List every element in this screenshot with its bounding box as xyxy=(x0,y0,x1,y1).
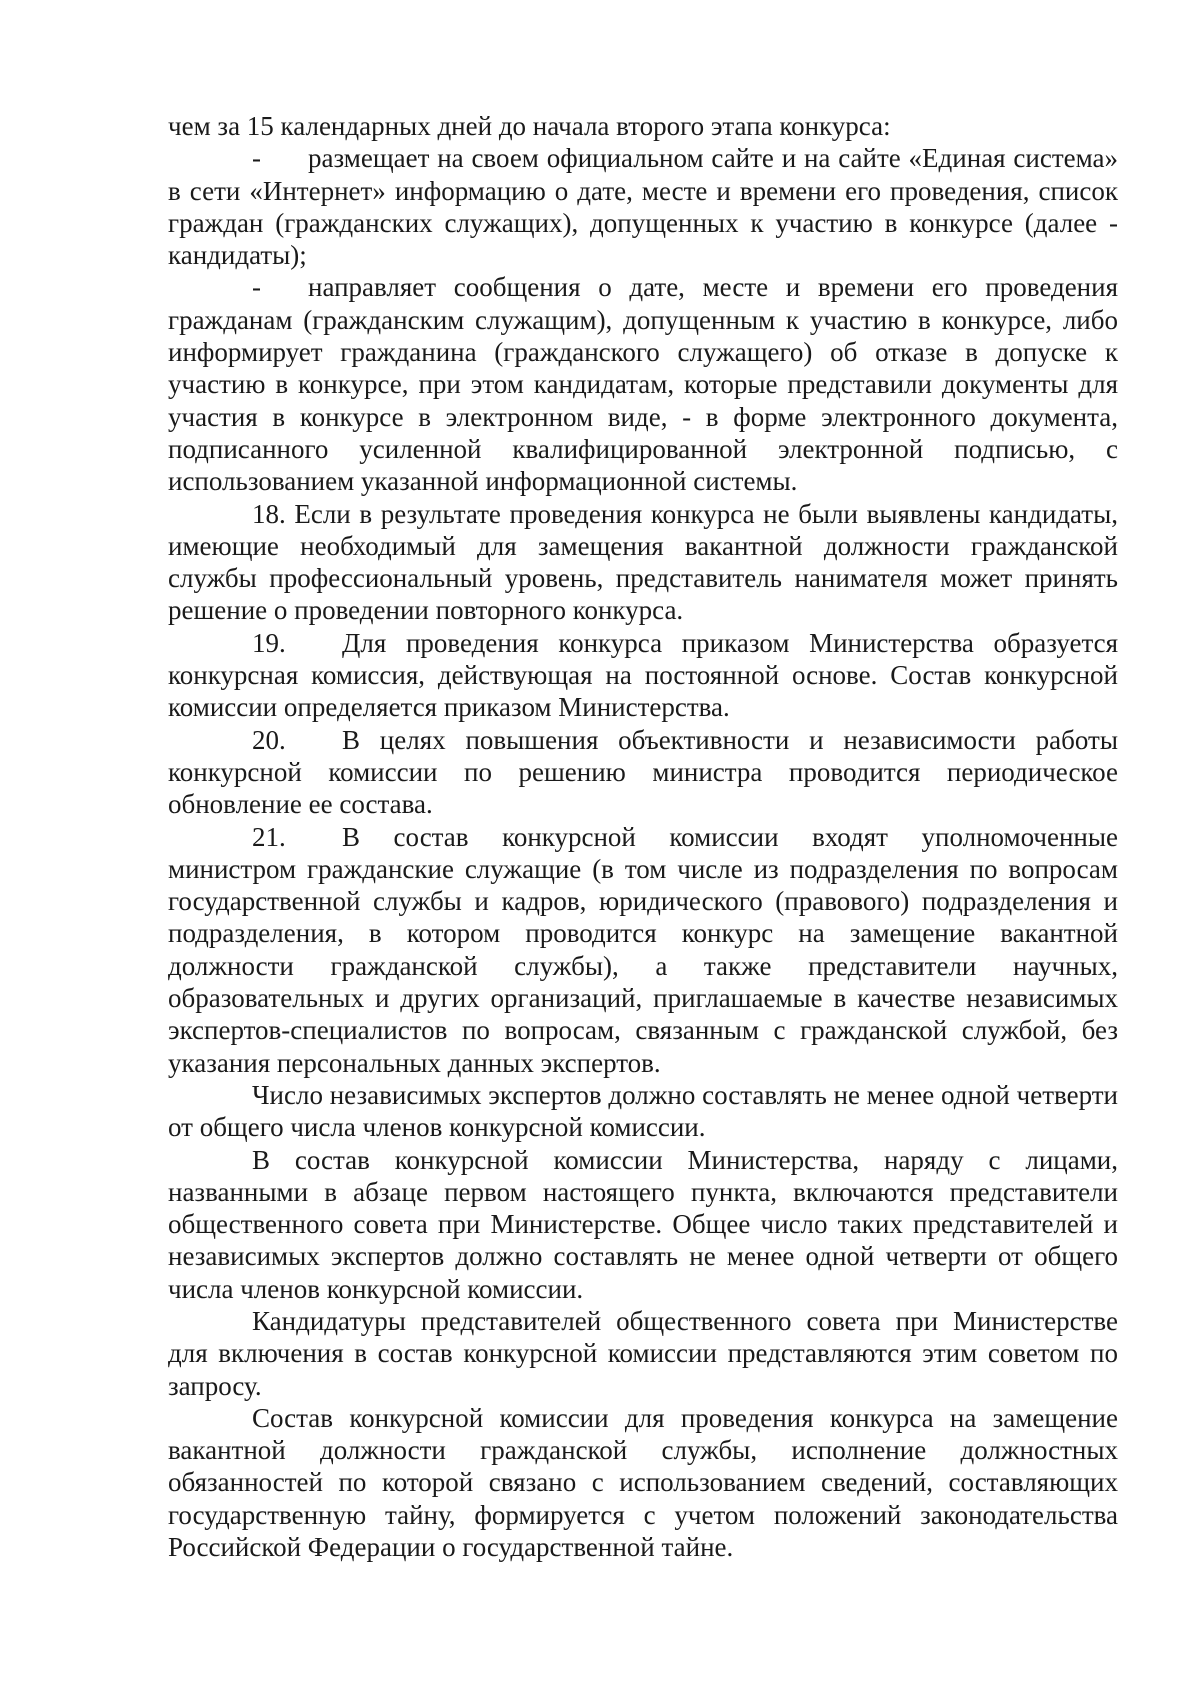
bullet-item xyxy=(168,142,1118,271)
item-text: Для проведения конкурса приказом Министерства образуется конкурсная комиссия, действующая на постоянной основе. Состав конкурсной комиссии определяется приказом Министерства. xyxy=(168,627,1118,723)
bullet-dash: - xyxy=(252,272,261,303)
item-text: В целях повышения объективности и независимости работы конкурсной комиссии по решению министра проводится периодическое обновление ее состава. xyxy=(168,724,1118,820)
bullet-item xyxy=(168,271,1118,497)
numbered-item-20 xyxy=(168,724,1118,821)
paragraph-state-secret: Состав конкурсной комиссии для проведения конкурса на замещение вакантной должности гражданской службы, исполнение должностных обязанностей по которой связано с использованием сведений, составляющих государственную тайну, формируется с учетом положений законодательства Российской Федерации о государственной тайне. xyxy=(168,1402,1118,1563)
item-number: 20. xyxy=(252,724,286,755)
document-page xyxy=(168,110,1118,1563)
numbered-item-18 xyxy=(168,498,1118,627)
item-text: Если в результате проведения конкурса не были выявлены кандидаты, имеющие необходимый для замещения вакантной должности гражданской службы профессиональный уровень, представитель нанимателя может принять решение о проведении повторного конкурса. xyxy=(168,498,1118,626)
item-number: 21. xyxy=(252,821,286,852)
bullet-dash: - xyxy=(252,143,261,174)
numbered-item-19 xyxy=(168,627,1118,724)
item-number: 18. xyxy=(252,498,286,529)
bullet-text: размещает на своем официальном сайте и на сайте «Единая система» в сети «Интернет» информацию о дате, месте и времени его проведения, список граждан (гражданских служащих), допущенных к участию в конкурсе (далее - кандидаты); xyxy=(168,143,1118,271)
paragraph-experts-count: Число независимых экспертов должно составлять не менее одной четверти от общего числа членов конкурсной комиссии. xyxy=(168,1079,1118,1143)
item-text: В состав конкурсной комиссии входят уполномоченные министром гражданские служащие (в том числе из подразделения по вопросам государственной службы и кадров, юридического (правового) подразделения и подразделения, в котором проводится конкурс на замещение вакантной должности гражданской службы), а также представители научных, образовательных и других организаций, приглашаемые в качестве независимых экспертов-специалистов по вопросам, связанным с гражданской службой, без указания персональных данных экспертов. xyxy=(168,821,1118,1078)
bullet-text: направляет сообщения о дате, месте и времени его проведения гражданам (гражданским служащим), допущенным к участию в конкурсе, либо информирует гражданина (гражданского служащего) об отказе в допуске к участию в конкурсе, при этом кандидатам, которые представили документы для участия в конкурсе в электронном виде, - в форме электронного документа, подписанного усиленной квалифицированной электронной подписью, с использованием указанной информационной системы. xyxy=(168,272,1118,497)
lead-paragraph: чем за 15 календарных дней до начала второго этапа конкурса: xyxy=(168,111,891,141)
numbered-item-21 xyxy=(168,821,1118,1079)
item-number: 19. xyxy=(252,627,286,658)
paragraph-candidates: Кандидатуры представителей общественного совета при Министерстве для включения в состав конкурсной комиссии представляются этим советом по запросу. xyxy=(168,1305,1118,1401)
paragraph-commission-composition: В состав конкурсной комиссии Министерства, наряду с лицами, названными в абзаце первом настоящего пункта, включаются представители общественного совета при Министерстве. Общее число таких представителей и независимых экспертов должно составлять не менее одной четверти от общего числа членов конкурсной комиссии. xyxy=(168,1144,1118,1304)
